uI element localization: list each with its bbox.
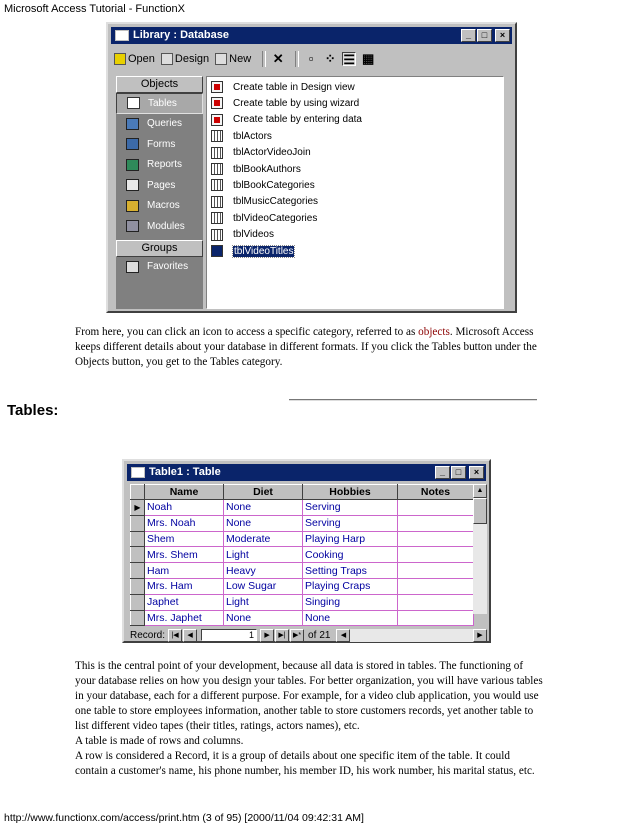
table-cell[interactable]: Light <box>224 547 303 563</box>
table-row <box>131 594 474 610</box>
sidebar-item-tables[interactable] <box>116 93 203 114</box>
report-icon <box>126 159 139 171</box>
details-view-icon[interactable]: ▦ <box>362 51 375 66</box>
table-cell[interactable]: None <box>224 500 303 516</box>
list-item-design-view[interactable] <box>211 79 355 95</box>
column-header[interactable]: Notes <box>398 485 474 500</box>
sidebar-item-label: Tables <box>148 97 177 109</box>
scroll-right-icon[interactable]: ▶ <box>473 629 487 642</box>
list-item-table[interactable] <box>211 177 315 193</box>
page-icon <box>126 179 139 191</box>
horizontal-scrollbar[interactable] <box>336 629 487 642</box>
list-item-label: tblMusicCategories <box>233 196 319 208</box>
intro-text-before: From here, you can click an icon to access a specific category, referred to as <box>75 326 419 338</box>
close-button[interactable]: × <box>495 29 510 42</box>
table-cell[interactable] <box>398 563 474 579</box>
list-item-label: tblActors <box>233 130 272 142</box>
table-cell[interactable] <box>398 594 474 610</box>
query-icon <box>126 118 139 130</box>
page-header: Microsoft Access Tutorial - FunctionX <box>4 3 185 15</box>
scroll-left-icon[interactable]: ◀ <box>336 629 350 642</box>
minimize-button[interactable]: _ <box>435 466 450 479</box>
table-cell[interactable]: Playing Craps <box>303 578 398 594</box>
toolbar-separator <box>295 51 299 67</box>
new-label: New <box>229 53 252 65</box>
table-row <box>131 531 474 547</box>
sidebar-item-label: Reports <box>147 159 183 171</box>
open-label: Open <box>128 53 155 65</box>
table-cell[interactable]: Moderate <box>224 531 303 547</box>
table-row <box>131 578 474 594</box>
table-icon <box>211 130 223 142</box>
tables-paragraph: This is the central point of your development, because all data is stored in tables. The functioning of your database relies on how you design your tables. For better organization, you will have various tables in your database, each for a different purpose. For example, for a video club application, you would use one table to store employees information, another table to store customers records, yet another table to list different video tapes (their titles, ratings, actors names), etc. <box>75 660 543 732</box>
table-icon <box>211 163 223 175</box>
table-cell[interactable]: Light <box>224 594 303 610</box>
list-item-table[interactable] <box>211 210 317 226</box>
table-cell[interactable]: None <box>303 610 398 626</box>
macro-icon <box>126 200 139 212</box>
sidebar-item-favorites[interactable] <box>116 257 203 278</box>
table-cell[interactable]: Mrs. Noah <box>145 515 224 531</box>
open-button[interactable] <box>114 53 155 65</box>
vertical-scrollbar[interactable] <box>473 484 487 614</box>
table-icon <box>131 467 145 478</box>
sidebar-item-macros[interactable] <box>116 196 203 217</box>
last-record-icon[interactable]: ▶| <box>275 629 289 642</box>
object-list <box>206 76 504 309</box>
table-cell[interactable]: Japhet <box>145 594 224 610</box>
table-cell[interactable]: Setting Traps <box>303 563 398 579</box>
list-item-label: tblActorVideoJoin <box>233 147 311 159</box>
datasheet-wizard-icon <box>211 114 223 126</box>
table-cell[interactable]: Ham <box>145 563 224 579</box>
small-icons-icon[interactable]: ⁘ <box>324 51 336 66</box>
sidebar-item-pages[interactable] <box>116 175 203 196</box>
list-item-table[interactable] <box>211 161 301 177</box>
table-cell[interactable]: Serving <box>303 515 398 531</box>
list-item-wizard[interactable] <box>211 95 359 111</box>
record-selector[interactable] <box>131 594 145 610</box>
groups-header-button[interactable]: Groups <box>116 240 203 257</box>
delete-icon[interactable]: ✕ <box>272 51 284 66</box>
of-label: of <box>308 629 317 641</box>
table-row <box>131 563 474 579</box>
list-item-label: tblVideoTitles <box>234 245 294 257</box>
maximize-button[interactable]: □ <box>451 466 466 479</box>
table-icon <box>211 196 223 208</box>
table-cell[interactable]: Noah <box>145 500 224 516</box>
intro-paragraph <box>75 325 553 370</box>
sidebar-item-reports[interactable] <box>116 155 203 176</box>
table-cell[interactable] <box>398 531 474 547</box>
table-icon <box>211 245 223 257</box>
table-cell[interactable] <box>398 500 474 516</box>
sidebar-item-label: Favorites <box>147 261 189 273</box>
record-selector[interactable] <box>131 578 145 594</box>
table-cell[interactable] <box>398 578 474 594</box>
database-window-title: Library : Database <box>133 29 229 41</box>
scroll-thumb[interactable] <box>473 498 487 524</box>
design-button[interactable] <box>161 53 209 65</box>
list-item-label: tblBookAuthors <box>233 163 301 175</box>
record-label: Record: <box>130 629 166 641</box>
table-cell[interactable]: Mrs. Shem <box>145 547 224 563</box>
table-icon <box>211 147 223 159</box>
record-selector[interactable] <box>131 531 145 547</box>
record-selector[interactable] <box>131 515 145 531</box>
table-window <box>122 459 491 643</box>
select-all-corner[interactable] <box>131 485 145 500</box>
list-item-table[interactable] <box>211 128 272 144</box>
objects-bar <box>116 76 203 309</box>
previous-record-icon[interactable]: ◀ <box>183 629 197 642</box>
minimize-button[interactable]: _ <box>461 29 476 42</box>
sidebar-item-modules[interactable] <box>116 216 203 237</box>
table-cell[interactable] <box>398 610 474 626</box>
sidebar-item-queries[interactable] <box>116 114 203 135</box>
maximize-button[interactable]: □ <box>477 29 492 42</box>
list-item-table[interactable] <box>211 194 318 210</box>
scroll-up-icon[interactable]: ▲ <box>473 484 487 498</box>
objects-header-button[interactable]: Objects <box>116 76 203 93</box>
sidebar-item-label: Pages <box>147 179 176 191</box>
table-row <box>131 515 474 531</box>
list-item-label: Create table by entering data <box>233 114 362 126</box>
design-icon <box>161 53 173 65</box>
record-selector[interactable] <box>131 610 145 626</box>
section-title: Tables: <box>7 402 59 419</box>
list-item-label: tblVideos <box>233 229 274 241</box>
table-icon <box>127 97 140 109</box>
favorites-icon <box>126 261 139 273</box>
table-window-titlebar[interactable] <box>127 464 486 481</box>
datasheet <box>130 484 474 626</box>
table-cell[interactable]: Shem <box>145 531 224 547</box>
record-number-input[interactable]: 1 <box>201 629 257 641</box>
open-icon <box>114 53 126 65</box>
intro-text-after: . Microsoft Access keeps different details about your database in different formats. If you click the Tables button under the Objects button, you get to the Tables category. <box>75 326 537 368</box>
tables-paragraph: A table is made of rows and columns. <box>75 735 244 747</box>
table-window-title: Table1 : Table <box>149 466 221 478</box>
list-item-entering-data[interactable] <box>211 112 362 128</box>
sidebar-item-label: Queries <box>147 118 183 130</box>
first-record-icon[interactable]: |◀ <box>168 629 182 642</box>
database-icon <box>115 30 129 41</box>
horizontal-rule <box>289 399 537 401</box>
table-cell[interactable]: Low Sugar <box>224 578 303 594</box>
list-item-table[interactable] <box>211 145 311 161</box>
table-cell[interactable]: None <box>224 515 303 531</box>
next-record-icon[interactable]: ▶ <box>260 629 274 642</box>
table-cell[interactable] <box>398 547 474 563</box>
table-cell[interactable]: Heavy <box>224 563 303 579</box>
column-header[interactable]: Name <box>145 485 224 500</box>
close-button[interactable]: × <box>469 466 484 479</box>
table-cell[interactable]: Serving <box>303 500 398 516</box>
list-item-table[interactable] <box>211 227 274 243</box>
design-label: Design <box>174 53 210 65</box>
table-cell[interactable]: Singing <box>303 594 398 610</box>
table-cell[interactable]: None <box>224 610 303 626</box>
table-icon <box>211 179 223 191</box>
list-item-table-selected[interactable] <box>211 243 294 259</box>
table-cell[interactable]: Playing Harp <box>303 531 398 547</box>
table-cell[interactable]: Mrs. Ham <box>145 578 224 594</box>
list-item-label: Create table by using wizard <box>233 97 360 109</box>
sidebar-item-label: Modules <box>147 220 185 232</box>
new-icon <box>215 53 227 65</box>
database-toolbar <box>114 49 380 69</box>
column-header[interactable]: Hobbies <box>303 485 398 500</box>
database-window <box>106 22 517 313</box>
toolbar-separator <box>262 51 266 67</box>
database-window-titlebar[interactable] <box>111 27 512 44</box>
new-button[interactable] <box>215 53 251 65</box>
table-cell[interactable] <box>398 515 474 531</box>
design-wizard-icon <box>211 81 223 93</box>
list-item-label: tblVideoCategories <box>233 212 318 224</box>
table-icon <box>211 212 223 224</box>
new-record-icon[interactable]: ▶* <box>290 629 304 642</box>
list-item-label: tblBookCategories <box>233 179 315 191</box>
record-navigation-bar <box>130 628 487 642</box>
module-icon <box>126 220 139 232</box>
page-footer: http://www.functionx.com/access/print.htm (3 of 95) [2000/11/04 09:42:31 AM] <box>4 812 364 824</box>
table-cell[interactable]: Mrs. Japhet <box>145 610 224 626</box>
tables-description <box>75 659 545 779</box>
list-view-icon[interactable]: ☰ <box>343 52 356 67</box>
record-selector[interactable] <box>131 547 145 563</box>
table-row <box>131 610 474 626</box>
form-icon <box>126 138 139 150</box>
tables-paragraph: A row is considered a Record, it is a group of details about one specific item of the table. It could contain a customer's name, his phone number, his member ID, his work number, his marital status, etc. <box>75 750 535 777</box>
list-item-label: Create table in Design view <box>233 81 355 93</box>
column-header[interactable]: Diet <box>224 485 303 500</box>
large-icons-icon[interactable]: ▫ <box>308 51 314 66</box>
record-selector[interactable] <box>131 563 145 579</box>
sidebar-item-forms[interactable] <box>116 134 203 155</box>
table-row <box>131 500 474 516</box>
sidebar-item-label: Forms <box>147 138 176 150</box>
current-record-indicator[interactable]: ▶ <box>131 500 145 516</box>
table-wizard-icon <box>211 97 223 109</box>
table-cell[interactable]: Cooking <box>303 547 398 563</box>
sidebar-item-label: Macros <box>147 200 180 212</box>
objects-link[interactable]: objects <box>418 326 450 338</box>
table-row <box>131 547 474 563</box>
total-records: 21 <box>319 629 331 641</box>
table-icon <box>211 229 223 241</box>
